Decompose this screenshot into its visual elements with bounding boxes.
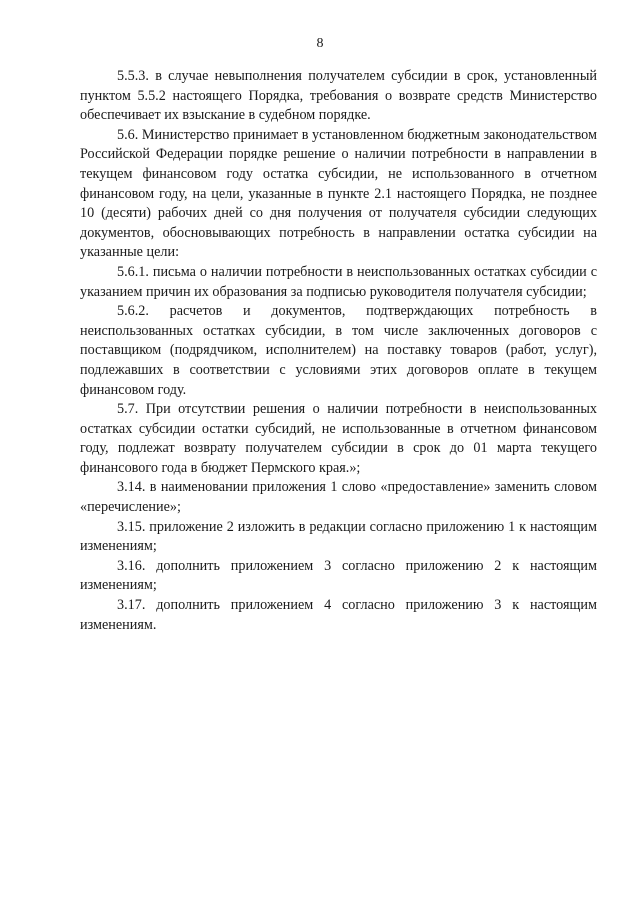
- page-number: 8: [316, 36, 324, 51]
- paragraph-3-17: 3.17. дополнить приложением 4 согласно приложению 3 к настоящим изменениям.: [80, 597, 597, 633]
- paragraph-5-6-2: 5.6.2. расчетов и документов, подтверждающих потребность в неиспользованных остатках субсидии, в том числе заключенных договоров с поставщиком (подрядчиком, исполнителем) на поставку товаров (работ, услуг), подлежавших в соответствии с условиями этих договоров оплате в текущем финансовом году.: [80, 303, 597, 398]
- paragraph-5-5-3: 5.5.3. в случае невыполнения получателем субсидии в срок, установленный пунктом 5.5.2 настоящего Порядка, требования о возврате средств Министерство обеспечивает их взыскание в судебном порядке.: [80, 68, 597, 124]
- paragraph-5-6: 5.6. Министерство принимает в установленном бюджетным законодательством Российской Федерации порядке решение о наличии потребности в направлении в текущем финансовом году остатка субсидии, не использованного в отчетном финансовом году, на цели, указанные в пункте 2.1 настоящего Порядка, не позднее 10 (десяти) рабочих дней со дня получения от получателя субсидии следующих документов, обосновывающих потребность в направлении остатка субсидии на указанные цели:: [80, 126, 597, 261]
- paragraph-3-15: 3.15. приложение 2 изложить в редакции согласно приложению 1 к настоящим изменениям;: [80, 518, 597, 555]
- document-body: [80, 67, 597, 635]
- paragraph-3-14: 3.14. в наименовании приложения 1 слово «предоставление» заменить словом «перечисление»;: [80, 479, 597, 516]
- paragraph-5-7: 5.7. При отсутствии решения о наличии потребности в неиспользованных остатках субсидии остатки субсидий, не использованные в отчетном финансовом году, подлежат возврату получателем субсидии в срок до 01 марта текущего финансового года в бюджет Пермского края.»;: [80, 401, 597, 476]
- paragraph-3-16: 3.16. дополнить приложением 3 согласно приложению 2 к настоящим изменениям;: [80, 557, 597, 594]
- paragraph-5-6-1: 5.6.1. письма о наличии потребности в неиспользованных остатках субсидии с указанием причин их образования за подписью руководителя получателя субсидии;: [80, 263, 597, 300]
